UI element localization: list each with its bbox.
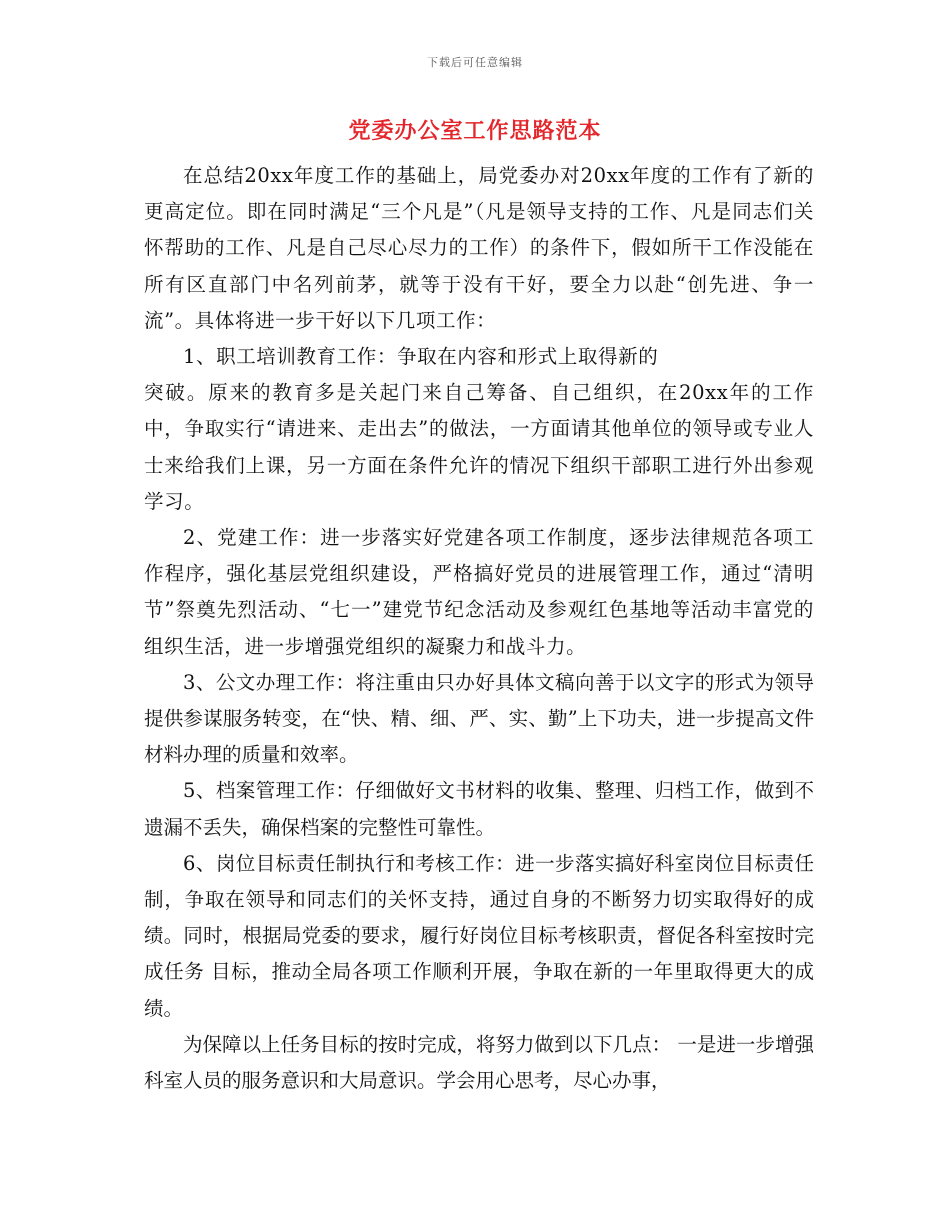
paragraph-item-1-heading: 1、职工培训教育工作：争取在内容和形式上取得新的 bbox=[183, 345, 659, 369]
paragraph-item-3: 3、公文办理工作：将注重由只办好具体文稿向善于以文字的形式为领导提供参谋服务转变，在“快、精、细、严、实、勤”上下功夫，进一步提高文件材料办理的质量和效率。 bbox=[144, 670, 814, 767]
paragraph-item-6: 6、岗位目标责任制执行和考核工作：进一步落实搞好科室岗位目标责任制，争取在领导和同志们的关怀支持，通过自身的不断努力切实取得好的成绩。同时，根据局党委的要求，履行好岗位目标考核职责，督促各科室按时完成任务 目标，推动全局各项工作顺利开展，争取在新的一年里取得更大的成绩。 bbox=[144, 851, 814, 1020]
paragraph-measures: 为保障以上任务目标的按时完成，将努力做到以下几点： 一是进一步增强科室人员的服务意识和大局意识。学会用心思考，尽心办事， bbox=[144, 1032, 814, 1093]
paragraph-item-5: 5、档案管理工作：仔细做好文书材料的收集、整理、归档工作，做到不遗漏不丢失，确保档案的完整性可靠性。 bbox=[144, 779, 814, 839]
paragraph-intro: 在总结20xx年度工作的基础上，局党委办对20xx年度的工作有了新的更高定位。即在同时满足“三个凡是”（凡是领导支持的工作、凡是同志们关怀帮助的工作、凡是自己尽心尽力的工作）的条件下，假如所干工作没能在所有区直部门中名列前茅，就等于没有干好，要全力以赴“创先进、争一流”。具体将进一步干好以下几项工作： bbox=[144, 164, 814, 332]
paragraph-item-1-body: 突破。原来的教育多是关起门来自己筹备、自己组织，在20xx年的工作中，争取实行“请进来、走出去”的做法，一方面请其他单位的领导或专业人士来给我们上课，另一方面在条件允许的情况下组织干部职工进行外出参观学习。 bbox=[144, 381, 814, 513]
document-body bbox=[144, 158, 814, 1099]
header-note: 下载后可任意编辑 bbox=[427, 56, 523, 69]
paragraph-item-2: 2、党建工作：进一步落实好党建各项工作制度，逐步法律规范各项工作程序，强化基层党组织建设，严格搞好党员的进展管理工作，通过“清明节”祭奠先烈活动、“七一”建党节纪念活动及参观红色基地等活动丰富党的组织生活，进一步增强党组织的凝聚力和战斗力。 bbox=[144, 526, 814, 658]
document-title: 党委办公室工作思路范本 bbox=[348, 118, 602, 144]
